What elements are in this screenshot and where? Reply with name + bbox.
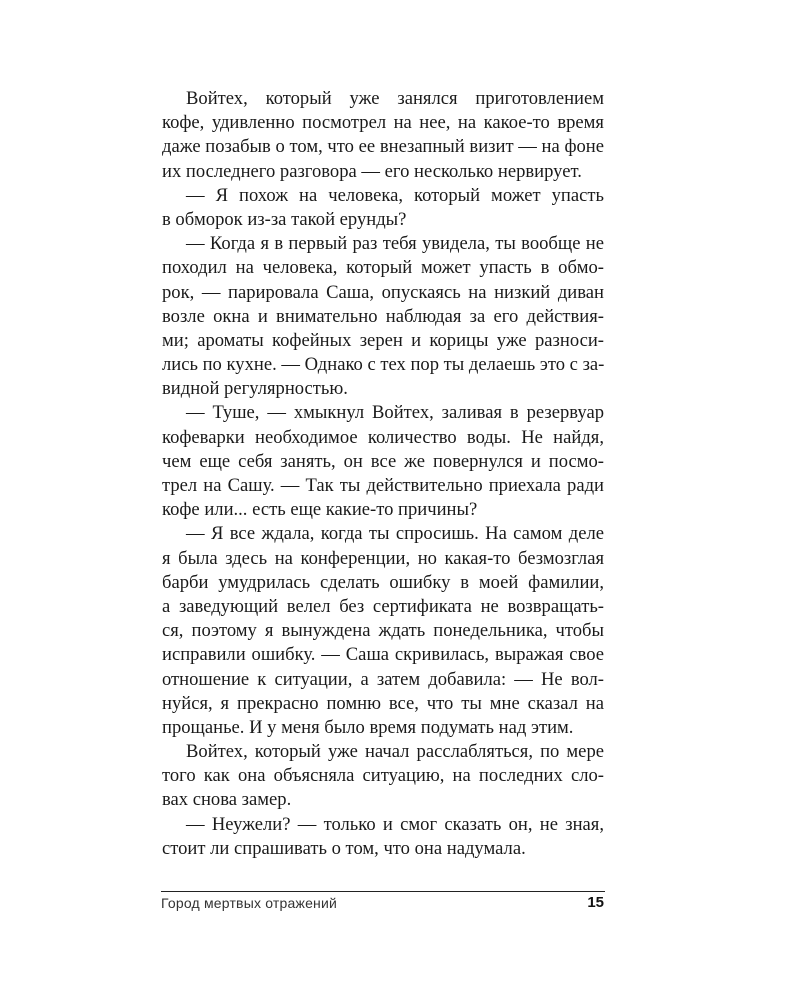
text-line: ми; ароматы кофейных зерен и корицы уже разноси- xyxy=(162,329,604,351)
text-line: — Неужели? — только и смог сказать он, не зная, xyxy=(186,813,604,835)
footer-divider xyxy=(161,891,605,892)
text-line: прощанье. И у меня было время подумать над этим. xyxy=(162,716,574,738)
text-line: видной регулярностью. xyxy=(162,378,348,400)
text-line: в обморок из-за такой ерунды? xyxy=(162,208,407,230)
text-line: стоит ли спрашивать о том, что она надумала. xyxy=(162,837,526,859)
text-line: я была здесь на конференции, но какая-то безмозглая xyxy=(162,547,604,569)
text-line: кофеварки необходимое количество воды. Не найдя, xyxy=(162,426,604,448)
text-line: кофе, удивленно посмотрел на нее, на какое-то время xyxy=(162,112,604,134)
body-text xyxy=(162,87,604,861)
text-line: возле окна и внимательно наблюдая за его действия- xyxy=(162,305,604,327)
text-line: нуйся, я прекрасно помню все, что ты мне сказал на xyxy=(162,692,604,714)
text-line: Войтех, который уже занялся приготовлением xyxy=(186,88,604,109)
text-line: барби умудрилась сделать ошибку в моей фамилии, xyxy=(162,571,604,593)
text-line: вах снова замер. xyxy=(162,789,292,811)
text-line: лись по кухне. — Однако с тех пор ты делаешь это с за- xyxy=(162,354,605,376)
text-line: чем еще себя занять, он все же повернулся и посмо- xyxy=(162,450,604,472)
text-line: трел на Сашу. — Так ты действительно приехала ради xyxy=(162,475,604,496)
text-line: Войтех, который уже начал расслабляться, по мере xyxy=(186,741,604,763)
text-line: походил на человека, который может упасть в обмо- xyxy=(162,257,604,279)
text-line: — Я похож на человека, который может упасть xyxy=(186,184,604,206)
text-line: — Я все ждала, когда ты спросишь. На самом деле xyxy=(186,523,604,545)
running-footer-title: Город мертвых отражений xyxy=(161,895,338,911)
text-line: рок, — парировала Саша, опускаясь на низкий диван xyxy=(162,281,604,303)
text-line: кофе или... есть еще какие-то причины? xyxy=(162,499,478,521)
text-line: отношение к ситуации, а затем добавила: — Не вол- xyxy=(162,668,604,690)
text-line: того как она объясняла ситуацию, на последних сло- xyxy=(162,765,604,787)
text-line: — Когда я в первый раз тебя увидела, ты вообще не xyxy=(186,233,604,255)
text-line: — Туше, — хмыкнул Войтех, заливая в резервуар xyxy=(186,402,604,424)
text-line: исправили ошибку. — Саша скривилась, выражая свое xyxy=(162,644,604,666)
text-line: даже позабыв о том, что ее внезапный визит — на фоне xyxy=(162,136,604,158)
text-line: а заведующий велел без сертификата не возвращать- xyxy=(162,595,604,617)
text-line: ся, поэтому я вынуждена ждать понедельника, чтобы xyxy=(162,620,604,642)
page-number: 15 xyxy=(587,894,604,911)
text-line: их последнего разговора — его несколько нервирует. xyxy=(162,160,582,182)
